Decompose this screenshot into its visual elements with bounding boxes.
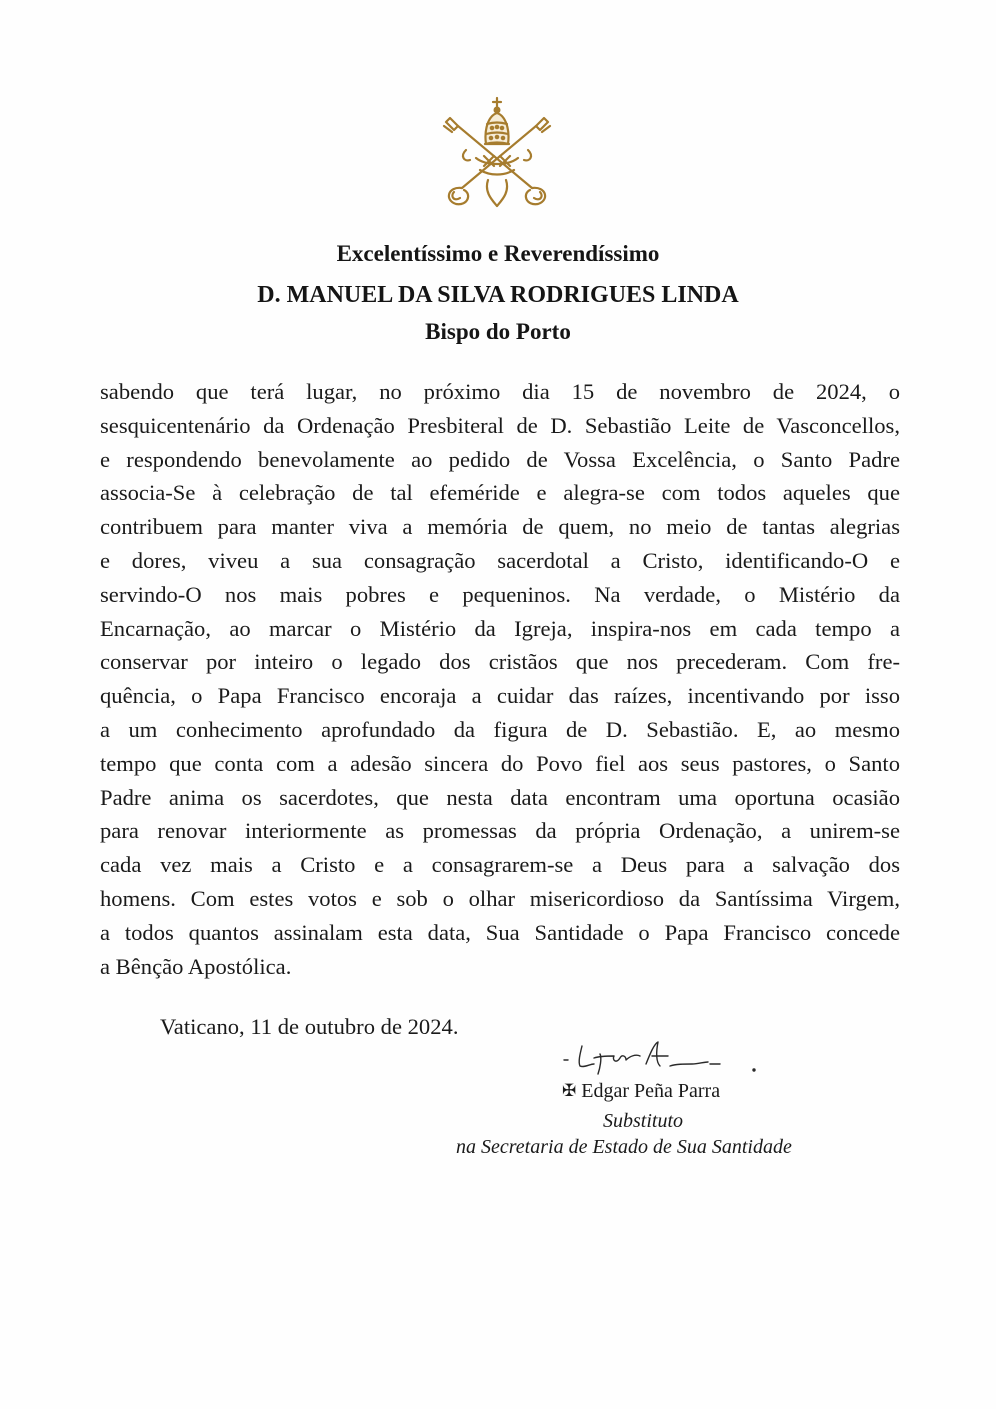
body-line: a Bênção Apostólica. [100,953,292,979]
signer-name: Edgar Peña Parra [581,1080,721,1102]
body-line: a um conhecimento aprofundado da figura de D. Sebastião. E, ao mesmo [100,716,900,742]
letter-body [100,375,900,983]
body-line: e respondendo benevolamente ao pedido de Vossa Excelência, o Santo Padre [100,446,900,472]
dateline: Vaticano, 11 de outubro de 2024. [160,1014,459,1039]
body-line: contribuem para manter viva a memória de quem, no meio de tantas alegrias [100,514,900,540]
body-line: homens. Com estes votos e sob o olhar misericordioso da Santíssima Virgem, [100,885,900,911]
salutation-line: Excelentíssimo e Reverendíssimo [336,241,660,266]
body-line: tempo que conta com a adesão sincera do Povo fiel aos seus pastores, o Santo [100,750,900,776]
body-line: servindo-O nos mais pobres e pequeninos. Na verdade, o Mistério da [100,581,900,607]
body-line: e dores, viveu a sua consagração sacerdotal a Cristo, identificando-O e [100,547,900,573]
body-line: sesquicentenário da Ordenação Presbiteral de D. Sebastião Leite de Vasconcellos, [100,412,900,438]
handwritten-signature-icon [560,1034,760,1082]
body-line: conservar por inteiro o legado dos cristãos que nos precederam. Com fre- [100,649,900,675]
body-line: quência, o Papa Francisco encoraja a cuidar das raízes, incentivando por isso [100,683,900,709]
body-line: a todos quantos assinalam esta data, Sua Santidade o Papa Francisco concede [100,919,900,945]
body-line: sabendo que terá lugar, no próximo dia 15 de novembro de 2024, o [100,379,900,404]
body-line: associa-Se à celebração de tal efeméride e alegra-se com todos aqueles que [100,480,900,506]
body-line: Encarnação, ao marcar o Mistério da Igreja, inspira-nos em cada tempo a [100,615,900,641]
body-line: para renovar interiormente as promessas da própria Ordenação, a unirem-se [100,818,900,844]
body-line: Padre anima os sacerdotes, que nesta data encontram uma oportuna ocasião [100,784,900,810]
papal-coat-of-arms-icon [436,96,558,208]
signer-block [562,1080,720,1103]
recipient-title: Bispo do Porto [425,319,571,344]
maltese-cross-icon: ✠ [562,1081,577,1100]
signer-department: na Secretaria de Estado de Sua Santidade [456,1136,792,1158]
recipient-name: D. MANUEL DA SILVA RODRIGUES LINDA [257,282,739,308]
signer-role: Substituto [603,1110,684,1132]
body-line: cada vez mais a Cristo e a consagrarem-se a Deus para a salvação dos [100,852,900,878]
